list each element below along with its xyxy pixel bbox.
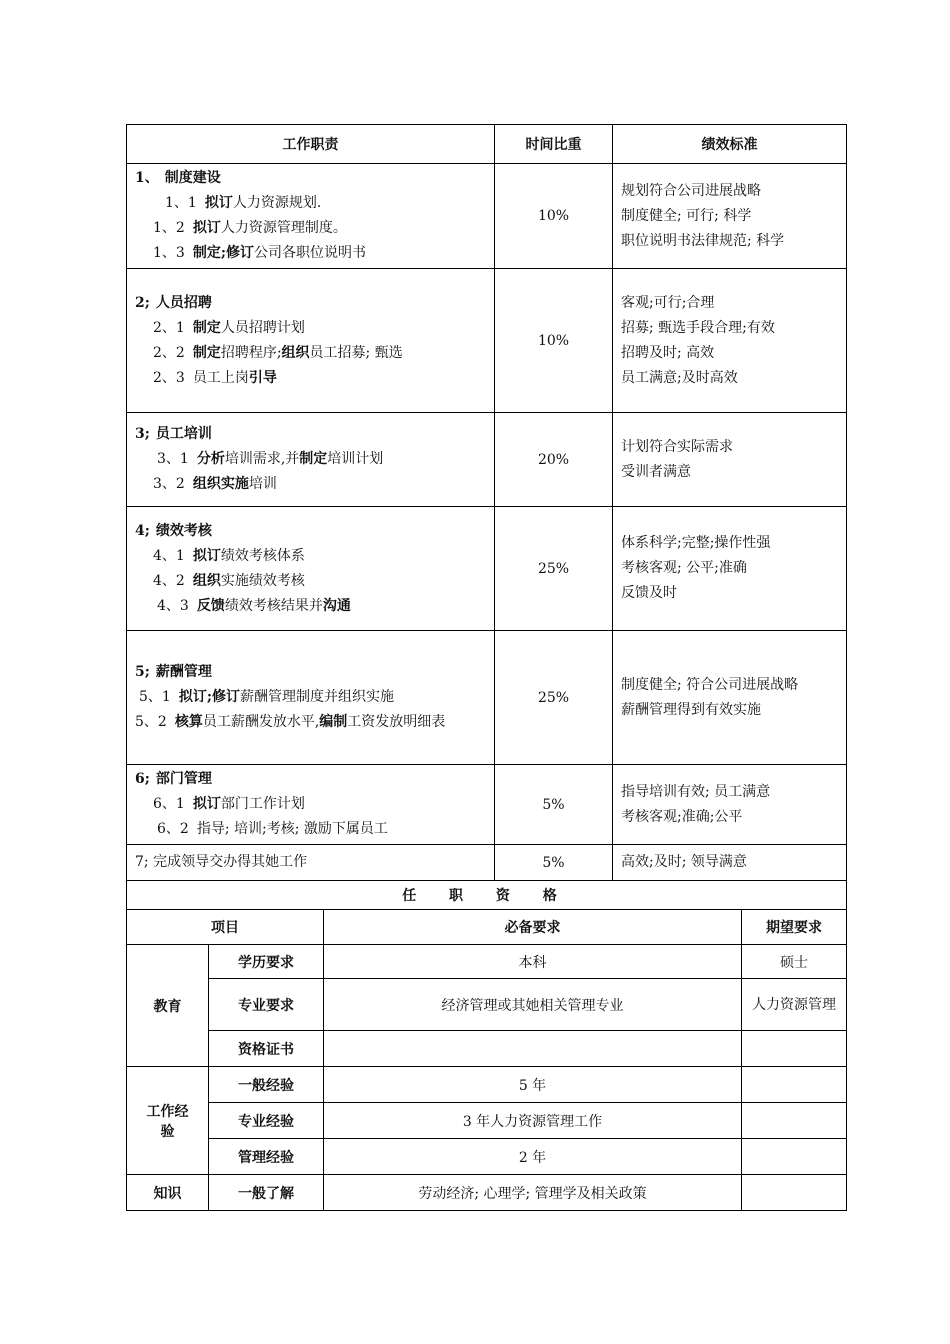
duty-row (127, 413, 847, 507)
duty-item-keyword: 拟订 (204, 195, 233, 211)
duty-item (135, 341, 486, 366)
standard-line: 招聘及时; 高效 (621, 344, 715, 361)
duty-item-text: 部门工作计划 (220, 796, 305, 812)
duty-item (135, 817, 486, 842)
expected-value (742, 1175, 847, 1211)
duty-item-keyword: 制定;修订 (192, 245, 254, 261)
standard-line: 员工满意;及时高效 (621, 369, 738, 386)
duty-item-text: 人力资源管理制度。 (220, 220, 347, 236)
duty-item (135, 447, 486, 472)
section-title-text: 绩效考核 (155, 522, 212, 539)
duty-item-number: 2、1 (153, 319, 185, 336)
duty-item-keyword: 制定 (192, 319, 221, 336)
time-ratio-cell: 25% (495, 631, 613, 765)
duty-item-text: 员工招募; 甄选 (309, 344, 403, 361)
expected-value: 人力资源管理 (742, 979, 847, 1031)
duty-item-text: 招聘程序; (220, 344, 282, 361)
time-ratio-cell: 5% (495, 765, 613, 845)
required-value (324, 1031, 742, 1067)
standard-line: 体系科学;完整;操作性强 (621, 535, 771, 551)
duty-section-title (135, 422, 486, 447)
expected-value (742, 1103, 847, 1139)
duty-item-text: 员工薪酬发放水平, (202, 714, 320, 730)
time-ratio-cell: 25% (495, 507, 613, 631)
duty-item-number: 6、1 (153, 796, 185, 812)
duty-item (135, 544, 486, 569)
qualification-group: 知识 (127, 1175, 209, 1211)
performance-standard-cell (613, 164, 847, 269)
duties-table (126, 124, 847, 881)
duty-item (135, 316, 486, 341)
qualification-group: 教育 (127, 945, 209, 1067)
duty-item (135, 191, 486, 216)
required-value: 本科 (324, 945, 742, 979)
time-ratio-cell: 5% (495, 845, 613, 881)
required-value: 5 年 (324, 1067, 742, 1103)
duty-item-number: 2、3 (153, 369, 185, 386)
performance-standard-cell (613, 269, 847, 413)
duty-item-text: 人员招聘计划 (220, 319, 305, 336)
performance-standard-cell (613, 845, 847, 881)
qualifications-title: 任 职 资 格 (127, 881, 847, 910)
header-time-ratio: 时间比重 (495, 125, 613, 164)
qualification-item: 学历要求 (209, 945, 324, 979)
required-value: 2 年 (324, 1139, 742, 1175)
duty-item-text: 工资发放明细表 (347, 714, 446, 730)
job-description-document (126, 124, 846, 1211)
section-title-text: 薪酬管理 (155, 664, 212, 680)
duty-item-keyword: 拟订;修订 (178, 689, 240, 705)
header-expected: 期望要求 (742, 910, 847, 945)
section-number: 4; (135, 522, 150, 539)
performance-standard-cell (613, 507, 847, 631)
duty-row (127, 765, 847, 845)
duty-item-keyword: 分析 (196, 451, 225, 467)
time-ratio-cell: 10% (495, 164, 613, 269)
standard-line: 反馈及时 (621, 585, 677, 601)
duty-item (135, 594, 486, 619)
duty-item-text: 实施绩效考核 (220, 572, 305, 589)
qualification-item: 管理经验 (209, 1139, 324, 1175)
duty-item-number: 1、2 (153, 220, 185, 236)
required-value: 经济管理或其她相关管理专业 (324, 979, 742, 1031)
qualification-item: 资格证书 (209, 1031, 324, 1067)
qualification-row (127, 1031, 847, 1067)
duty-item-keyword: 组织 (281, 344, 310, 361)
duty-item-keyword: 引导 (248, 369, 277, 386)
duty-item (135, 241, 486, 266)
duty-item-text: 培训计划 (327, 451, 384, 467)
duty-item-text: 培训需求,并 (224, 451, 300, 467)
duty-item-keyword: 拟订 (192, 220, 221, 236)
qualification-item: 专业经验 (209, 1103, 324, 1139)
section-number: 6; (135, 771, 150, 787)
standard-line: 受训者满意 (621, 463, 691, 480)
duty-item-text: 人力资源规划. (232, 195, 322, 211)
duty-item-text: 绩效考核结果并 (224, 597, 323, 614)
duty-cell (127, 507, 495, 631)
duty-item-number: 4、2 (153, 572, 185, 589)
expected-value (742, 1067, 847, 1103)
duty-item-number: 6、2 (157, 821, 189, 837)
required-value: 劳动经济; 心理学; 管理学及相关政策 (324, 1175, 742, 1211)
duty-item-number: 3、2 (153, 476, 185, 492)
duty-item (135, 710, 486, 735)
duty-item-number: 1、1 (165, 195, 197, 211)
duty-cell (127, 269, 495, 413)
expected-value (742, 1031, 847, 1067)
duty-item-text: 培训 (248, 476, 277, 492)
duty-cell (127, 765, 495, 845)
expected-value (742, 1139, 847, 1175)
duty-item-keyword: 反馈 (196, 597, 225, 614)
duty-item-number: 1、3 (153, 245, 185, 261)
standard-line: 考核客观; 公平;准确 (621, 560, 747, 576)
standard-line: 高效;及时; 领导满意 (621, 854, 747, 870)
standard-line: 规划符合公司进展战略 (621, 182, 761, 199)
duty-section-title (135, 291, 486, 316)
duty-item-text: 薪酬管理制度并组织实施 (240, 689, 394, 705)
header-performance-standard: 绩效标准 (613, 125, 847, 164)
duty-item-number: 2、2 (153, 344, 185, 361)
duty-item (135, 472, 486, 497)
duty-row (127, 845, 847, 881)
duty-item-keyword: 拟订 (192, 547, 221, 564)
duty-item (135, 792, 486, 817)
duty-item-keyword: 编制 (319, 714, 348, 730)
qualification-item: 一般经验 (209, 1067, 324, 1103)
duty-item-keyword: 制定 (192, 344, 221, 361)
duties-header-row (127, 125, 847, 164)
standard-line: 计划符合实际需求 (621, 438, 733, 455)
expected-value: 硕士 (742, 945, 847, 979)
duty-cell (127, 631, 495, 765)
section-number: 5; (135, 664, 150, 680)
duty-item (135, 216, 486, 241)
time-ratio-cell: 20% (495, 413, 613, 507)
section-title-text: 人员招聘 (155, 294, 212, 311)
qualification-item: 专业要求 (209, 979, 324, 1031)
duty-cell (127, 845, 495, 881)
duty-section-title (135, 166, 486, 191)
duty-item-number: 4、3 (157, 597, 189, 614)
qualification-row (127, 1139, 847, 1175)
duty-item-text: 公司各职位说明书 (254, 245, 366, 261)
qualifications-table (126, 880, 847, 1211)
qualification-row (127, 1103, 847, 1139)
duty-section-title (135, 519, 486, 544)
duty-item-keyword: 沟通 (322, 597, 351, 614)
duty-cell (127, 413, 495, 507)
time-ratio-cell: 10% (495, 269, 613, 413)
standard-line: 招募; 甄选手段合理;有效 (621, 319, 775, 336)
qualification-row (127, 979, 847, 1031)
duty-row (127, 269, 847, 413)
standard-line: 考核客观;准确;公平 (621, 808, 743, 825)
qualification-row (127, 1067, 847, 1103)
qualification-row (127, 945, 847, 979)
duty-item-number: 5、1 (139, 689, 171, 705)
duty-section-title (135, 767, 486, 792)
performance-standard-cell (613, 765, 847, 845)
duty-item-keyword: 组织实施 (192, 476, 249, 492)
duty-item (135, 685, 486, 710)
header-duty: 工作职责 (127, 125, 495, 164)
duty-cell (127, 164, 495, 269)
duty-item-text: 员工上岗 (192, 369, 249, 386)
duty-item-keyword: 拟订 (192, 796, 221, 812)
section-title-text: 制度建设 (164, 170, 221, 186)
section-number: 1、 (135, 170, 159, 186)
duty-item-keyword: 制定 (299, 451, 328, 467)
qualification-group: 工作经验 (127, 1067, 209, 1175)
section-title-text: 部门管理 (155, 771, 212, 787)
header-required: 必备要求 (324, 910, 742, 945)
duty-section-title (135, 660, 486, 685)
duty-row (127, 164, 847, 269)
section-number: 3; (135, 426, 150, 442)
standard-line: 制度健全; 符合公司进展战略 (621, 676, 799, 693)
duty-item-number: 4、1 (153, 547, 185, 564)
section-title-text: 员工培训 (155, 426, 212, 442)
qualification-row (127, 1175, 847, 1211)
qualification-item: 一般了解 (209, 1175, 324, 1211)
duty-item-number: 5、2 (135, 714, 167, 730)
required-value: 3 年人力资源管理工作 (324, 1103, 742, 1139)
header-item: 项目 (127, 910, 324, 945)
standard-line: 职位说明书法律规范; 科学 (621, 232, 785, 249)
duty-text: 7; 完成领导交办得其她工作 (135, 854, 308, 870)
performance-standard-cell (613, 413, 847, 507)
standard-line: 制度健全; 可行; 科学 (621, 207, 752, 224)
standard-line: 薪酬管理得到有效实施 (621, 701, 761, 718)
duty-item-text: 指导; 培训;考核; 激励下属员工 (196, 821, 388, 837)
duty-item (135, 366, 486, 391)
duty-item-text: 绩效考核体系 (220, 547, 305, 564)
performance-standard-cell (613, 631, 847, 765)
duty-row (127, 631, 847, 765)
standard-line: 客观;可行;合理 (621, 294, 715, 311)
duty-item (135, 569, 486, 594)
duty-item-number: 3、1 (157, 451, 189, 467)
standard-line: 指导培训有效; 员工满意 (621, 783, 771, 800)
section-number: 2; (135, 294, 150, 311)
duty-item-keyword: 核算 (174, 714, 203, 730)
duty-item-keyword: 组织 (192, 572, 221, 589)
duty-row (127, 507, 847, 631)
